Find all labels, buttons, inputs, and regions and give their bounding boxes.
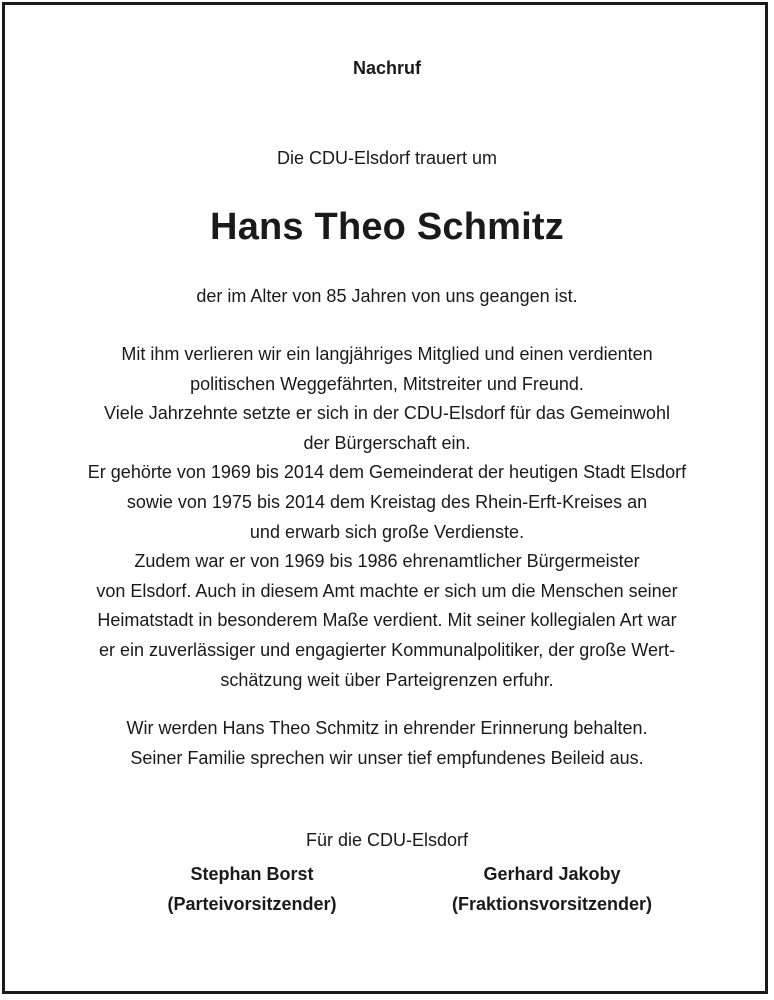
closing-text <box>20 714 754 773</box>
tribute-line: Viele Jahrzehnte setzte er sich in der CDU-Elsdorf für das Gemeinwohl <box>104 403 670 424</box>
tribute-line: politischen Weggefährten, Mitstreiter und Freund. <box>190 373 584 394</box>
closing-line: Wir werden Hans Theo Schmitz in ehrender Erinnerung behalten. <box>126 718 648 738</box>
tribute-line: Zudem war er von 1969 bis 1986 ehrenamtlicher Bürgermeister <box>134 551 640 572</box>
tribute-line: er ein zuverlässiger und engagierter Kommunalpolitiker, der große Wert- <box>99 639 675 660</box>
tribute-line: Heimatstadt in besonderem Maße verdient. Mit seiner kollegialen Art war <box>97 610 677 631</box>
tribute-line: schätzung weit über Parteigrenzen erfuhr. <box>220 669 554 690</box>
tribute-line: Er gehörte von 1969 bis 2014 dem Gemeinderat der heutigen Stadt Elsdorf <box>87 462 687 483</box>
signer-role: (Fraktionsvorsitzender) <box>451 894 653 914</box>
intro-line: Die CDU-Elsdorf trauert um <box>276 148 498 168</box>
signer-party-chair <box>102 859 402 919</box>
tribute-line: der Bürgerschaft ein. <box>303 432 471 453</box>
tribute-text <box>20 340 754 695</box>
tribute-line: sowie von 1975 bis 2014 dem Kreistag des Rhein-Erft-Kreises an <box>126 491 648 512</box>
signer-faction-chair <box>402 859 702 919</box>
signer-role: (Parteivorsitzender) <box>167 894 337 914</box>
signer-name: Stephan Borst <box>190 864 314 884</box>
tribute-line: von Elsdorf. Auch in diesem Amt machte er sich um die Menschen seiner <box>96 580 678 601</box>
tribute-line: Mit ihm verlieren wir ein langjähriges Mitglied und einen verdienten <box>121 344 653 364</box>
signoff-line: Für die CDU-Elsdorf <box>305 830 469 850</box>
closing-line: Seiner Familie sprechen wir unser tief empfundenes Beileid aus. <box>130 747 644 768</box>
notice-heading: Nachruf <box>352 58 421 78</box>
age-line: der im Alter von 85 Jahren von uns geangen ist. <box>196 286 578 306</box>
deceased-name: Hans Theo Schmitz <box>210 206 564 248</box>
tribute-line: und erwarb sich große Verdienste. <box>249 521 525 542</box>
signer-name: Gerhard Jakoby <box>483 864 621 884</box>
